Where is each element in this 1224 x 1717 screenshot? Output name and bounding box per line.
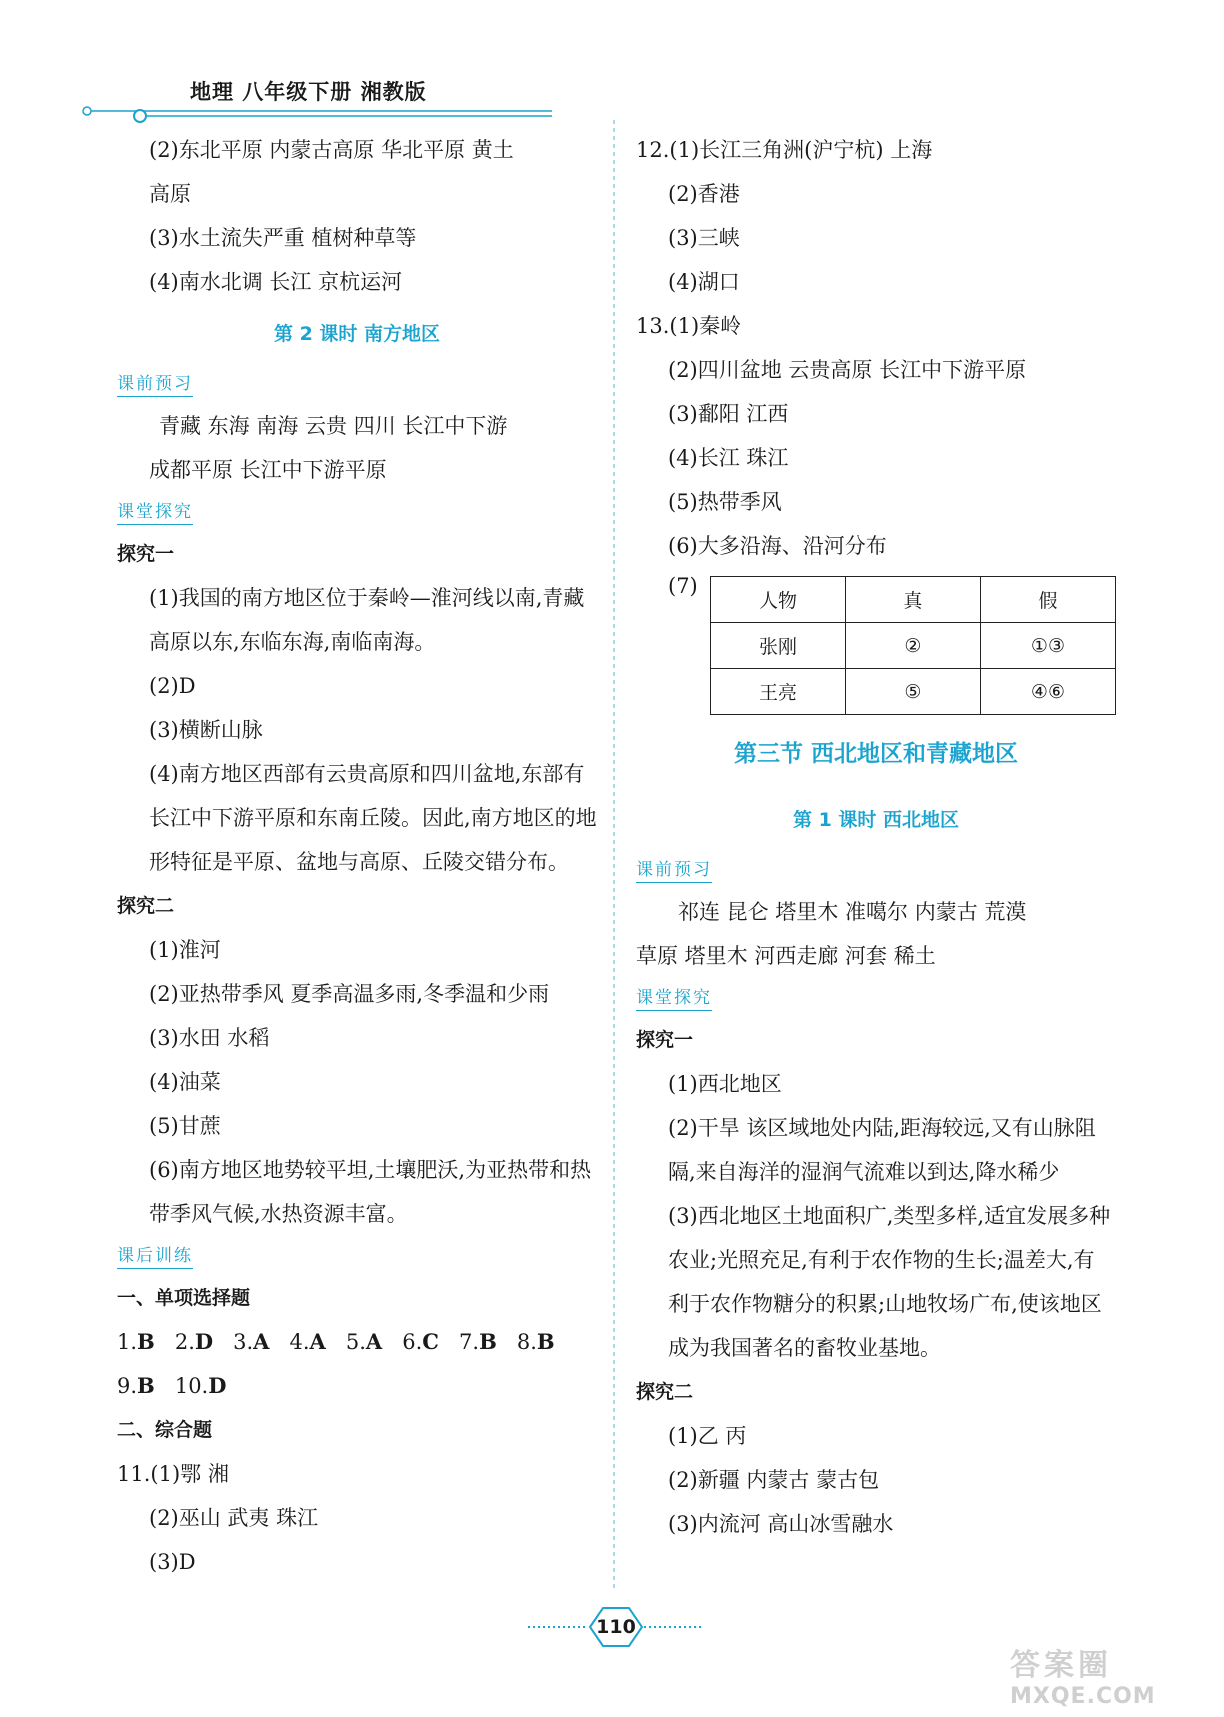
column-divider (612, 120, 616, 1590)
answer-line: (1)乙 丙 (668, 1424, 747, 1448)
answer-line: (5)甘蔗 (149, 1114, 221, 1138)
table-cell: 张刚 (711, 623, 846, 669)
mc-num: 4. (289, 1330, 310, 1354)
mc-ans: C (422, 1329, 440, 1354)
answer-line: (3)水田 水稻 (149, 1026, 270, 1050)
answer-line: 12.(1)长江三角洲(沪宁杭) 上海 (636, 138, 933, 162)
answer-line: (2)亚热带季风 夏季高温多雨,冬季温和少雨 (149, 982, 550, 1006)
answer-line: 高原以东,东临东海,南临南海。 (149, 630, 436, 654)
answer-line: (2)巫山 武夷 珠江 (149, 1506, 319, 1530)
mc-num: 1. (117, 1330, 138, 1354)
mc-ans: A (365, 1329, 383, 1354)
section-tag-preview: 课前预习 (117, 364, 597, 404)
lesson-title: 第 2 课时 南方地区 (273, 323, 441, 345)
table-header-cell: 真 (845, 577, 980, 623)
answer-line: 带季风气候,水热资源丰富。 (149, 1202, 408, 1226)
mc-ans: A (253, 1329, 270, 1354)
table-cell: ⑤ (845, 669, 980, 715)
answer-line: (3)三峡 (668, 226, 740, 250)
truth-table-block (636, 568, 1116, 718)
answer-line: 利于农作物糖分的积累;山地牧场广布,使该地区 (668, 1292, 1102, 1316)
answer-line: (4)湖口 (668, 270, 740, 294)
truth-table (710, 576, 1116, 715)
question-type-heading: 一、单项选择题 (117, 1287, 251, 1309)
answer-line: 形特征是平原、盆地与高原、丘陵交错分布。 (149, 850, 569, 874)
answer-line: (1)西北地区 (668, 1072, 782, 1096)
answer-line: 长江中下游平原和东南丘陵。因此,南方地区的地 (149, 806, 597, 830)
answer-line: (3)D (149, 1550, 196, 1574)
watermark-text: 答案圈 (1010, 1648, 1112, 1683)
answer-line: (3)鄱阳 江西 (668, 402, 789, 426)
right-column (636, 128, 1116, 1546)
table-cell: ② (845, 623, 980, 669)
table-cell: ④⑥ (980, 669, 1115, 715)
mc-num: 8. (516, 1330, 537, 1354)
answer-line: 13.(1)秦岭 (636, 314, 742, 338)
mc-ans: B (137, 1329, 155, 1354)
answer-line: (2)D (149, 674, 196, 698)
answer-line: (3)横断山脉 (149, 718, 263, 742)
section-tag-explore: 课堂探究 (117, 492, 597, 532)
mc-ans: A (309, 1329, 326, 1354)
answer-line: (4)油菜 (149, 1070, 221, 1094)
answer-line: (2)香港 (668, 182, 740, 206)
mc-answer-row (117, 1320, 597, 1364)
answer-line: (3)水土流失严重 植树种草等 (149, 226, 417, 250)
mc-num: 2. (174, 1330, 195, 1354)
running-header-title: 地理 八年级下册 湘教版 (190, 80, 427, 104)
section-tag-after: 课后训练 (117, 1236, 597, 1276)
answer-line: (4)长江 珠江 (668, 446, 789, 470)
section-tag-preview: 课前预习 (636, 850, 1116, 890)
answer-line: (1)淮河 (149, 938, 221, 962)
mc-num: 6. (402, 1330, 423, 1354)
table-header-cell: 人物 (711, 577, 846, 623)
answer-line: 农业;光照充足,有利于农作物的生长;温差大,有 (668, 1248, 1095, 1272)
answer-line: 11.(1)鄂 湘 (117, 1462, 229, 1486)
explore-heading: 探究一 (636, 1029, 694, 1051)
explore-heading: 探究二 (636, 1381, 694, 1403)
table-header-cell: 假 (980, 577, 1115, 623)
mc-num: 5. (345, 1330, 366, 1354)
answer-line: (2)干旱 该区域地处内陆,距海较远,又有山脉阻 (668, 1116, 1096, 1140)
watermark-logo (1010, 1640, 1210, 1710)
mc-ans: B (479, 1329, 497, 1354)
answer-line: 草原 塔里木 河西走廊 河套 稀土 (636, 944, 936, 968)
table-header-row (711, 577, 1116, 623)
answer-line: (6)南方地区地势较平坦,土壤肥沃,为亚热带和热 (149, 1158, 592, 1182)
table-row (711, 669, 1116, 715)
lesson-title: 第 1 课时 西北地区 (792, 809, 960, 831)
table-label: (7) (668, 574, 698, 598)
answer-line: (4)南方地区西部有云贵高原和四川盆地,东部有 (149, 762, 585, 786)
table-cell: 王亮 (711, 669, 846, 715)
left-column (117, 128, 597, 1584)
answer-line: 成为我国著名的畜牧业基地。 (668, 1336, 941, 1360)
answer-line: (4)南水北调 长江 京杭运河 (149, 270, 403, 294)
table-row (711, 623, 1116, 669)
mc-num: 3. (233, 1330, 254, 1354)
section-tag-explore: 课堂探究 (636, 978, 1116, 1018)
answer-line: (3)内流河 高山冰雪融水 (668, 1512, 894, 1536)
answer-line: 祁连 昆仑 塔里木 准噶尔 内蒙古 荒漠 (678, 900, 1027, 924)
answer-line: (1)我国的南方地区位于秦岭—淮河线以南,青藏 (149, 586, 585, 610)
mc-ans: D (194, 1329, 214, 1354)
explore-heading: 探究二 (117, 895, 175, 917)
page-number-badge (528, 1602, 704, 1652)
answer-line: (5)热带季风 (668, 490, 782, 514)
answer-line: (2)东北平原 内蒙古高原 华北平原 黄土 (149, 138, 514, 162)
mc-num: 10. (174, 1374, 209, 1398)
answer-line: (2)新疆 内蒙古 蒙古包 (668, 1468, 880, 1492)
answer-line: 高原 (149, 182, 191, 206)
mc-ans: D (208, 1373, 227, 1398)
question-type-heading: 二、综合题 (117, 1419, 213, 1441)
mc-num: 7. (459, 1330, 480, 1354)
page-number: 110 (596, 1616, 636, 1638)
mc-ans: B (137, 1373, 155, 1398)
answer-line: 隔,来自海洋的湿润气流难以到达,降水稀少 (668, 1160, 1060, 1184)
answer-line: (2)四川盆地 云贵高原 长江中下游平原 (668, 358, 1027, 382)
answer-line: 青藏 东海 南海 云贵 四川 长江中下游 (159, 414, 508, 438)
section-title: 第三节 西北地区和青藏地区 (733, 740, 1018, 767)
mc-num: 9. (117, 1374, 138, 1398)
answer-line: (3)西北地区土地面积广,类型多样,适宜发展多种 (668, 1204, 1111, 1228)
table-cell: ①③ (980, 623, 1115, 669)
answer-line: 成都平原 长江中下游平原 (149, 458, 387, 482)
explore-heading: 探究一 (117, 543, 175, 565)
header-decoration (82, 103, 562, 123)
answer-line: (6)大多沿海、沿河分布 (668, 534, 887, 558)
watermark-url: MXQE.COM (1010, 1684, 1156, 1709)
mc-answer-row (117, 1364, 597, 1408)
mc-ans: B (536, 1329, 555, 1354)
